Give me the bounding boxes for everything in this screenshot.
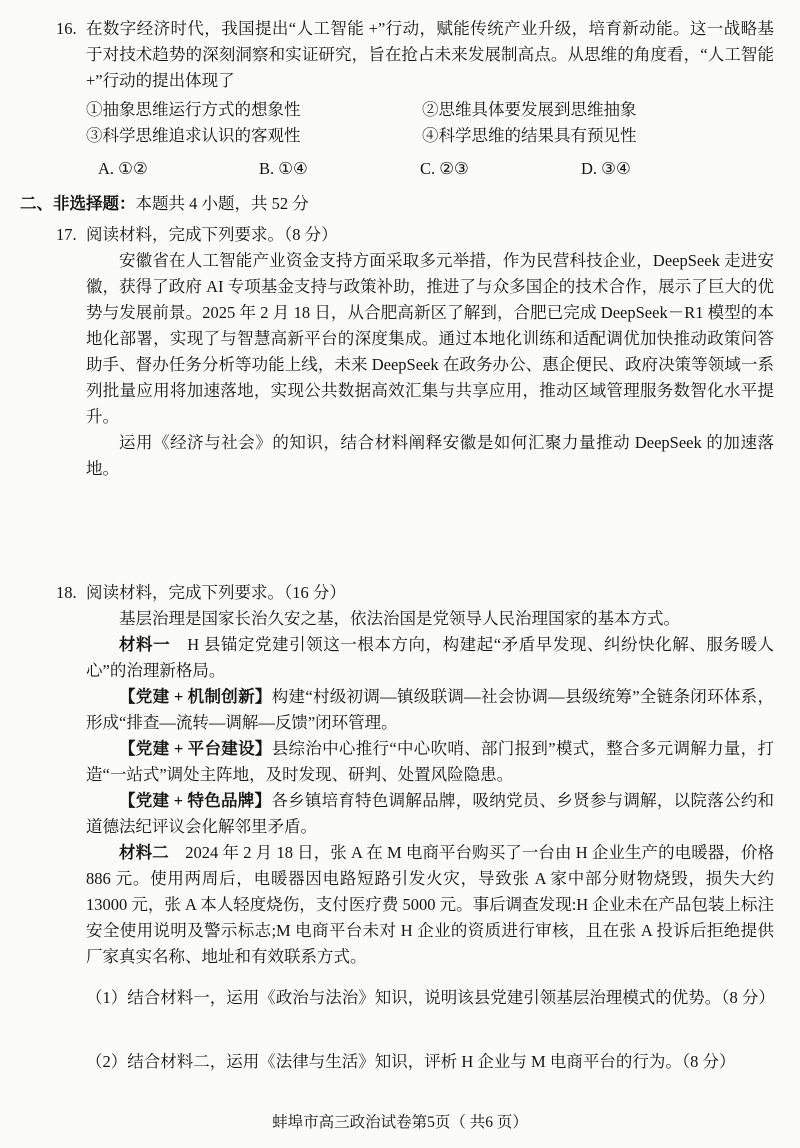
- material-2-paragraph: [86, 840, 774, 970]
- material-1-text: H 县锚定党建引领这一根本方向，构建起“矛盾早发现、纠纷快化解、服务暖人心”的治理新格局。: [86, 635, 774, 680]
- subquestion-2: （2）结合材料二，运用《法律与生活》知识，评析 H 企业与 M 电商平台的行为。（8 分）: [86, 1052, 736, 1071]
- section-2-title: [20, 191, 774, 217]
- mechanism-label: 【党建 + 机制创新】: [119, 687, 272, 706]
- choice-b: B. ①④: [259, 159, 308, 178]
- question-18-number: 18.: [56, 583, 77, 602]
- question-17-task: 运用《经济与社会》的知识，结合材料阐释安徽是如何汇聚力量推动 DeepSeek 的加速落地。: [86, 433, 774, 478]
- question-17-body: [86, 222, 774, 482]
- question-16-number: 16.: [56, 19, 77, 38]
- mechanism-paragraph: [86, 684, 774, 736]
- question-18-body: [86, 580, 774, 1075]
- subquestion-1: （1）结合材料一，运用《政治与法治》知识，说明该县党建引领基层治理模式的优势。（8 分）: [86, 988, 775, 1007]
- material-1-label: 材料一: [119, 635, 188, 654]
- material-2-text: 2024 年 2 月 18 日，张 A 在 M 电商平台购买了一台由 H 企业生产的电暖器，价格 886 元。使用两周后，电暖器因电路短路引发火灾，导致张 A 家中部分财物烧毁，损失大约 13000 元，张 A 本人轻度烧伤，支付医疗费 5000 元。事后调查发现:H 企业未在产品包装上标注安全使用说明及警示标志;M 电商平台未对 H 企业的资质进行审核，且在张 A 投诉后拒绝提供厂家真实名称、地址和有效联系方式。: [86, 843, 775, 966]
- question-17-intro: 阅读材料，完成下列要求。（8 分）: [86, 225, 338, 244]
- material-2-label: 材料二: [119, 843, 186, 862]
- section-2-rest: 本题共 4 小题，共 52 分: [135, 194, 309, 213]
- question-18-intro: 阅读材料，完成下列要求。（16 分）: [86, 583, 346, 602]
- platform-paragraph: [86, 736, 774, 788]
- brand-paragraph: [86, 788, 774, 840]
- question-18: [56, 580, 774, 1075]
- option-4: ④科学思维的结果具有预见性: [422, 126, 637, 145]
- question-17: [56, 222, 774, 482]
- question-17-paragraph: 安徽省在人工智能产业资金支持方面采取多元举措，作为民营科技企业，DeepSeek 走进安徽，获得了政府 AI 专项基金支持与政策补助，推进了与众多国企的技术合作，展示了巨大的优势与发展前景。2025 年 2 月 18 日，从合肥高新区了解到，合肥已完成 DeepSeek－R1 模型的本地化部署，实现了与智慧高新平台的深度集成。通过本地化训练和适配调优加快推动政策问答助手、督办任务分析等功能上线，未来 DeepSeek 在政务办公、惠企便民、政府决策等领域一系列批量应用将加速落地，实现公共数据高效汇集与共享应用，推动区域管理服务数智化水平提升。: [86, 251, 774, 426]
- platform-text: 县综治中心推行“中心吹哨、部门报到”模式，整合多元调解力量，打造“一站式”调处主阵地，及时发现、研判、处置风险隐患。: [86, 739, 774, 784]
- option-1: ①抽象思维运行方式的想象性: [86, 100, 301, 119]
- option-2: ②思维具体要发展到思维抽象: [422, 100, 637, 119]
- question-16-options: [86, 97, 774, 149]
- material-1-paragraph: [86, 632, 774, 684]
- question-16-choices: [86, 156, 774, 182]
- mechanism-text: 构建“村级初调—镇级联调—社会协调—县级统筹”全链条闭环体系，形成“排查—流转—调解—反馈”闭环管理。: [86, 687, 774, 732]
- question-16-stem: 在数字经济时代，我国提出“人工智能 +”行动，赋能传统产业升级，培育新动能。这一战略基于对技术趋势的深刻洞察和实证研究，旨在抢占未来发展制高点。从思维的角度看，“人工智能 +”行动的提出体现了: [86, 19, 774, 90]
- brand-text: 各乡镇培育特色调解品牌，吸纳党员、乡贤参与调解，以院落公约和道德法纪评议会化解邻里矛盾。: [86, 791, 775, 836]
- brand-label: 【党建 + 特色品牌】: [119, 791, 272, 810]
- question-17-number: 17.: [56, 225, 77, 244]
- page-footer: 蚌埠市高三政治试卷第5页（ 共6 页）: [272, 1114, 528, 1131]
- platform-label: 【党建 + 平台建设】: [119, 739, 272, 758]
- question-16: [56, 16, 774, 182]
- choice-a: A. ①②: [98, 159, 148, 178]
- question-16-body: [86, 16, 774, 182]
- section-2-label: 二、非选择题：: [20, 194, 136, 213]
- question-18-lead: 基层治理是国家长治久安之基，依法治国是党领导人民治理国家的基本方式。: [119, 609, 680, 628]
- answer-space: [20, 482, 774, 580]
- option-3: ③科学思维追求认识的客观性: [86, 126, 301, 145]
- choice-c: C. ②③: [420, 159, 469, 178]
- choice-d: D. ③④: [581, 159, 631, 178]
